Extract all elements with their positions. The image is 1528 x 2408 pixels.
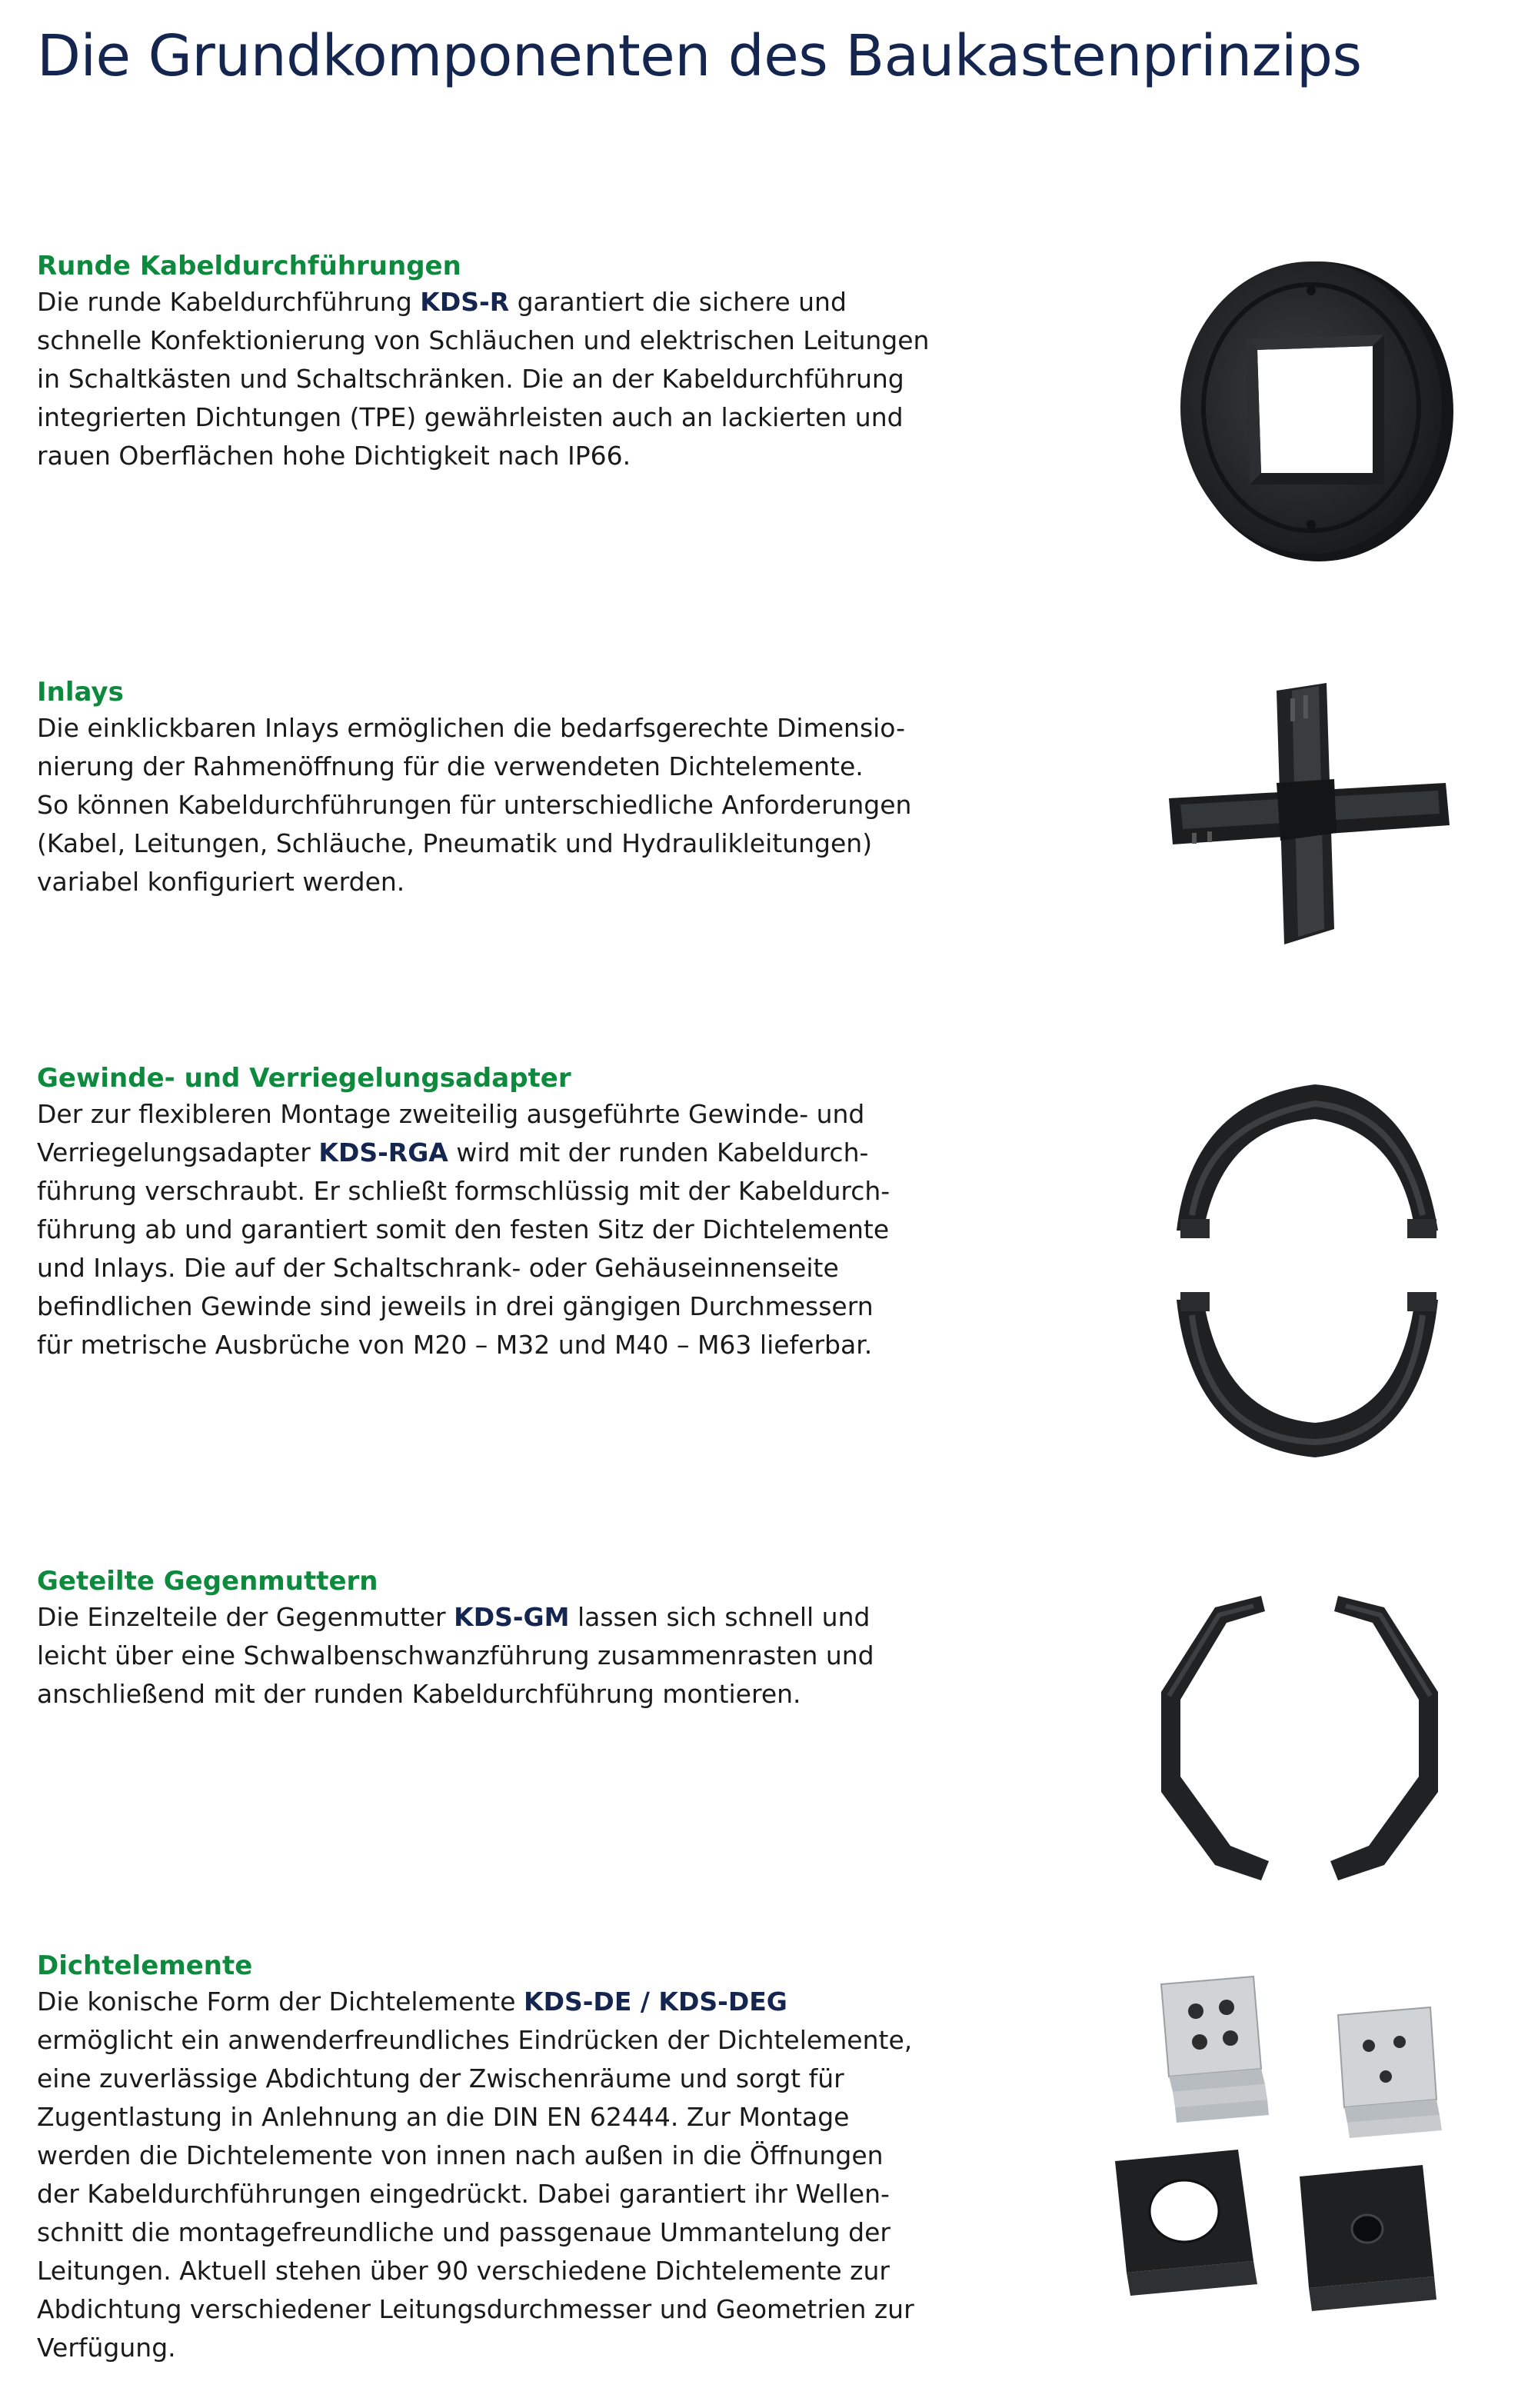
body-line: Zugentlastung in Anlehnung an die DIN EN 62444. Zur Montage [37,2102,850,2132]
section-thread-adapter [37,1063,1006,1364]
body-line [37,1598,1006,1637]
body-line: führung verschraubt. Er schließt formschlüssig mit der Kabeldurch- [37,1176,891,1206]
section-heading: Geteilte Gegenmuttern [37,1566,378,1597]
body-line: und Inlays. Die auf der Schaltschrank- oder Gehäuseinnenseite [37,1253,839,1283]
body-line: So können Kabeldurchführungen für unterschiedliche Anforderungen [37,790,912,820]
line-text-after: garantiert die sichere und [509,287,847,317]
section-split-counter-nuts [37,1566,1006,1714]
body-line: ermöglicht ein anwenderfreundliches Eindrücken der Dichtelemente, [37,2025,913,2055]
line-text: Die konische Form der Dichtelemente [37,1987,524,2017]
sealing-elements-icon [1107,1969,1476,2338]
section-body [37,1598,1006,1714]
body-line: befindlichen Gewinde sind jeweils in drei gängigen Durchmessern [37,1291,874,1321]
product-code: KDS-DE / KDS-DEG [524,1987,787,2017]
body-line: anschließend mit der runden Kabeldurchführung montieren. [37,1679,801,1709]
body-line: nierung der Rahmenöffnung für die verwendeten Dichtelemente. [37,751,864,781]
section-round-cable-entries [37,251,1006,475]
section-heading: Dichtelemente [37,1950,253,1981]
body-line [37,1983,1006,2021]
section-body [37,709,1006,901]
body-line: leicht über eine Schwalbenschwanzführung zusammenrasten und [37,1640,874,1670]
body-line: variabel konfiguriert werden. [37,867,405,897]
body-line: (Kabel, Leitungen, Schläuche, Pneumatik und Hydraulikleitungen) [37,828,873,858]
line-text-after: wird mit der runden Kabeldurch- [448,1137,869,1167]
section-heading: Inlays [37,677,124,708]
line-text: Die Einzelteile der Gegenmutter [37,1602,454,1632]
line-text: Verriegelungsadapter [37,1137,319,1167]
body-line [37,283,1006,321]
section-body [37,1983,1006,2367]
body-line: werden die Dichtelemente von innen nach außen in die Öffnungen [37,2140,884,2170]
product-code: KDS-R [420,287,510,317]
product-code: KDS-RGA [318,1137,448,1167]
section-body [37,283,1006,475]
line-text-after: lassen sich schnell und [569,1602,871,1632]
body-line: der Kabeldurchführungen eingedrückt. Dabei garantiert ihr Wellen- [37,2179,890,2209]
section-heading: Gewinde- und Verriegelungsadapter [37,1063,571,1094]
body-line [37,1134,1006,1172]
thread-adapter-halves-icon [1161,1077,1453,1461]
body-line: rauen Oberflächen hohe Dichtigkeit nach IP66. [37,441,631,471]
section-inlays [37,677,1006,901]
section-sealing-elements [37,1950,1006,2367]
section-heading: Runde Kabeldurchführungen [37,251,461,281]
line-text: Die runde Kabeldurchführung [37,287,421,317]
product-code: KDS-GM [454,1602,570,1632]
page-title: Die Grundkomponenten des Baukastenprinzips [37,23,1362,89]
body-line: Der zur flexibleren Montage zweiteilig ausgeführte Gewinde- und [37,1099,865,1129]
body-line: Verfügung. [37,2333,176,2363]
body-line: in Schaltkästen und Schaltschränken. Die an der Kabeldurchführung [37,364,904,394]
cross-inlay-icon [1161,683,1453,952]
split-counter-nut-icon [1138,1577,1461,1900]
body-line: schnitt die montagefreundliche und passgenaue Ummantelung der [37,2217,891,2247]
body-line: integrierten Dichtungen (TPE) gewährleisten auch an lackierten und [37,402,904,432]
body-line: Leitungen. Aktuell stehen über 90 verschiedene Dichtelemente zur [37,2256,890,2286]
body-line: Abdichtung verschiedener Leitungsdurchmesser und Geometrien zur [37,2294,914,2324]
body-line: führung ab und garantiert somit den festen Sitz der Dichtelemente [37,1214,890,1244]
body-line: schnelle Konfektionierung von Schläuchen und elektrischen Leitungen [37,325,930,355]
round-cable-entry-icon [1153,254,1461,569]
body-line: für metrische Ausbrüche von M20 – M32 und M40 – M63 lieferbar. [37,1330,873,1360]
body-line: Die einklickbaren Inlays ermöglichen die bedarfsgerechte Dimensio- [37,713,906,743]
section-body [37,1095,1006,1364]
body-line: eine zuverlässige Abdichtung der Zwischenräume und sorgt für [37,2063,844,2093]
